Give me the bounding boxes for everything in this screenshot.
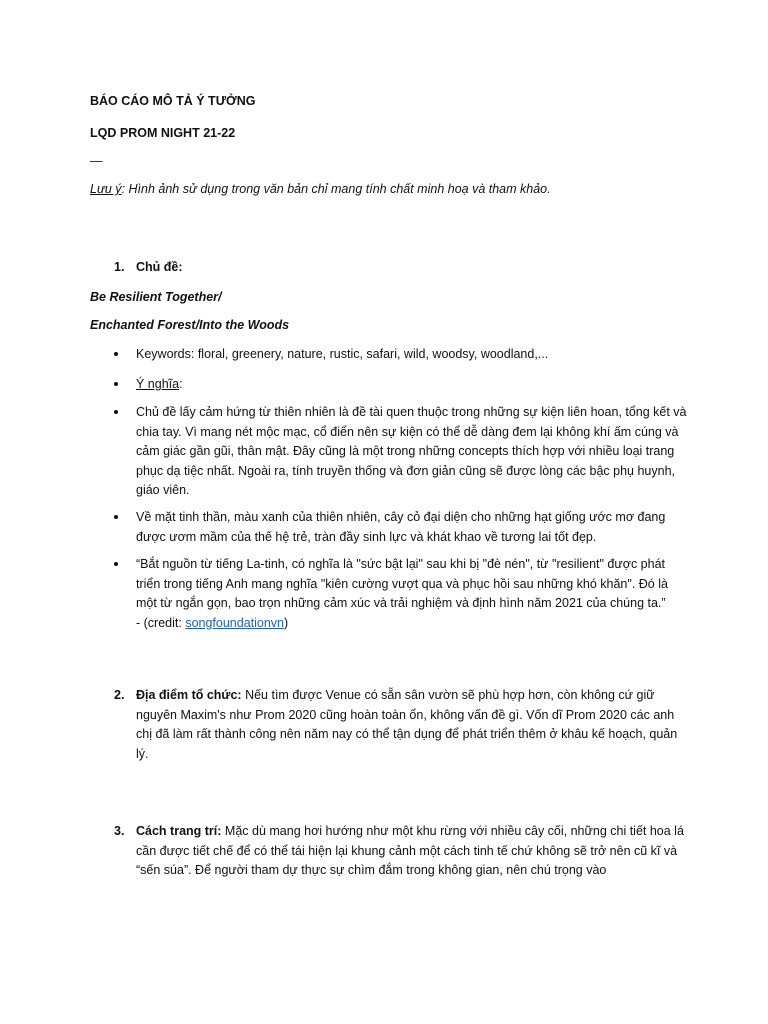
bullet-paragraph-2 <box>90 508 690 547</box>
note-line <box>90 180 551 200</box>
keywords-label: Keywords: <box>136 347 195 361</box>
separator-dash: — <box>90 154 103 168</box>
paragraph-3: “Bắt nguồn từ tiếng La-tinh, có nghĩa là "sức bật lại" sau khi bị "đè nén", từ "resilient" được phát triển trong tiếng Anh mang nghĩa "kiên cường vượt qua và phục hồi sau những khó khăn". Đó là một từ ngắn gọn, bao trọn những cảm xúc và trải nghiệm và định hình năm 2021 của chúng ta.” <box>136 557 668 610</box>
section-2-heading: Địa điểm tổ chức: <box>136 688 242 702</box>
document-subtitle: LQD PROM NIGHT 21-22 <box>90 126 236 140</box>
section-3-text: Mặc dù mang hơi hướng như một khu rừng với nhiều cây cối, những chi tiết hoa lá cần được tiết chế để có thể tái hiện lại khung cảnh một cách tinh tế chứ không sẽ trở nên cũ kĩ và “sến súa”. Để người tham dự thực sự chìm đắm trong không gian, nên chú trọng vào <box>136 824 684 877</box>
meaning-label: Ý nghĩa <box>136 377 180 391</box>
section-3-number: 3. <box>114 824 125 838</box>
bullet-meaning <box>90 375 690 395</box>
section-2-text: Nếu tìm được Venue có sẵn sân vườn sẽ phù hợp hơn, còn không cứ giữ nguyên Maxim's như Prom 2020 cũng hoàn toàn ổn, không vấn đề gì. Vốn dĩ Prom 2020 các anh chị đã làm rất thành công nên năm nay có thể tận dụng để phát triển thêm ở khâu kế hoạch, quản lý. <box>136 688 678 761</box>
paragraph-2: Về mặt tinh thần, màu xanh của thiên nhiên, cây cỏ đại diện cho những hạt giống ước mơ đang được ươm mầm của thế hệ trẻ, tràn đầy sinh lực và khát khao về tương lai tốt đẹp. <box>136 510 666 544</box>
bullet-icon <box>114 382 118 386</box>
paragraph-1: Chủ đề lấy cảm hứng từ thiên nhiên là đề tài quen thuộc trong những sự kiện liên hoan, tổng kết và chia tay. Vì mang nét mộc mạc, cổ điển nên sự kiện có thể dễ dàng đem lại không khí ấm cúng và cảm giác gần gũi, thân mật. Đây cũng là một trong những concepts thích hợp với nhiều loại trang phục dạ tiệc nhất. Ngoài ra, tính truyền thống và đơn giản cũng sẽ được lòng các bậc phụ huynh, giáo viên. <box>136 405 687 497</box>
bullet-icon <box>114 515 118 519</box>
section-1-heading: Chủ đề: <box>136 260 183 274</box>
bullet-paragraph-1 <box>90 403 690 501</box>
credit-prefix: - (credit: <box>136 615 186 630</box>
bullet-icon <box>114 562 118 566</box>
credit-link[interactable]: songfoundationvn <box>185 615 285 630</box>
theme-line-2: Enchanted Forest/Into the Woods <box>90 318 290 332</box>
section-3-heading: Cách trang trí: <box>136 824 222 838</box>
bullet-paragraph-3 <box>90 555 690 633</box>
bullet-icon <box>114 352 118 356</box>
bullet-keywords <box>90 345 690 365</box>
meaning-colon: : <box>179 377 183 391</box>
document-title: BÁO CÁO MÔ TẢ Ý TƯỞNG <box>90 94 256 108</box>
theme-line-1: Be Resilient Together/ <box>90 290 222 304</box>
bullet-icon <box>114 410 118 414</box>
credit-suffix: ) <box>284 615 289 630</box>
section-1-number: 1. <box>114 260 125 274</box>
section-3 <box>90 822 690 881</box>
section-1 <box>90 258 690 278</box>
note-text: : Hình ảnh sử dụng trong văn bản chỉ mang tính chất minh hoạ và tham khảo. <box>121 182 551 196</box>
section-2-number: 2. <box>114 688 125 702</box>
section-2 <box>90 686 690 764</box>
keywords-text: floral, greenery, nature, rustic, safari, wild, woodsy, woodland,... <box>194 347 549 361</box>
note-label: Lưu ý <box>90 182 122 196</box>
